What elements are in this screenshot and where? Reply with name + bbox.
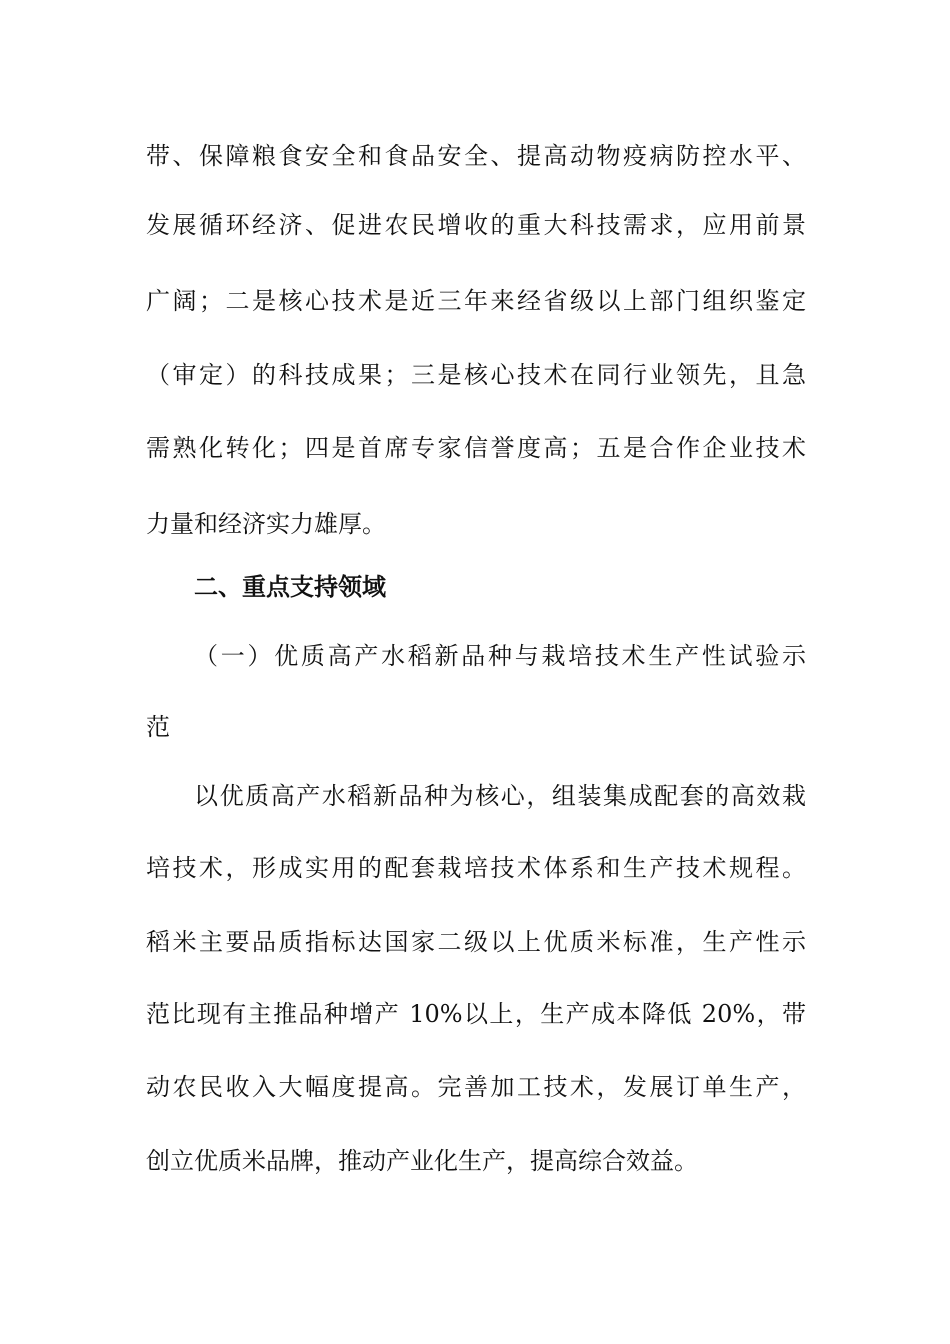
paragraph-2-line-1: 以优质高产水稻新品种为核心，组装集成配套的高效栽 (194, 782, 806, 810)
paragraph-1-line-5: 需熟化转化；四是首席专家信誉度高；五是合作企业技术 (146, 434, 806, 462)
section-heading: 二、重点支持领域 (194, 573, 386, 601)
paragraph-2-line-3: 稻米主要品质指标达国家二级以上优质米标准，生产性示 (146, 928, 806, 956)
paragraph-2-line-6: 创立优质米品牌，推动产业化生产，提高综合效益。 (146, 1147, 698, 1175)
paragraph-1-line-1: 带、保障粮食安全和食品安全、提高动物疫病防控水平、 (146, 142, 806, 170)
paragraph-1-line-6: 力量和经济实力雄厚。 (146, 510, 386, 538)
paragraph-1-line-4: （审定）的科技成果；三是核心技术在同行业领先，且急 (146, 361, 806, 389)
paragraph-2-line-4: 范比现有主推品种增产 10%以上，生产成本降低 20%，带 (146, 1000, 806, 1028)
paragraph-1-line-3: 广阔；二是核心技术是近三年来经省级以上部门组织鉴定 (146, 287, 806, 315)
subsection-heading-line-2: 范 (146, 713, 170, 741)
paragraph-2-line-5: 动农民收入大幅度提高。完善加工技术，发展订单生产， (146, 1073, 806, 1101)
subsection-heading-line-1: （一）优质高产水稻新品种与栽培技术生产性试验示 (194, 642, 806, 670)
paragraph-2-line-2: 培技术，形成实用的配套栽培技术体系和生产技术规程。 (146, 854, 806, 882)
paragraph-1-line-2: 发展循环经济、促进农民增收的重大科技需求，应用前景 (146, 211, 806, 239)
